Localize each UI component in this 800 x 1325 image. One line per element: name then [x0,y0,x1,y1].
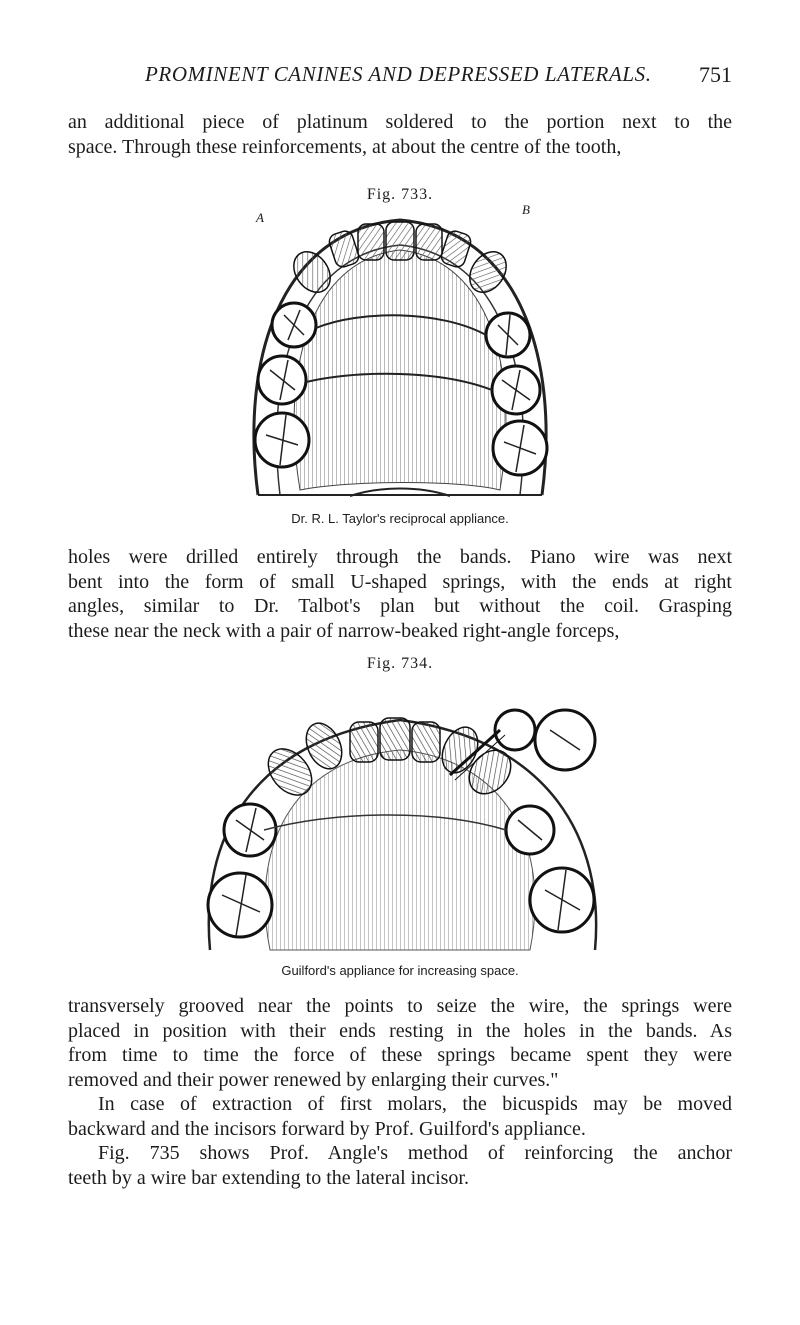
figure-733-caption: Dr. R. L. Taylor's reciprocal appliance. [291,511,509,526]
text-line: these near the neck with a pair of narrow-beaked right-angle forceps, [68,619,620,642]
figure-734-label: Fig. 734. [366,655,434,672]
figure-733-illustration [240,210,560,510]
text-line: holes were drilled entirely through the bands. Piano wire was next [68,546,732,568]
paragraph-3 [68,994,732,1092]
figure-734-illustration [200,680,610,960]
text-line: In case of extraction of first molars, the bicuspids may be moved [98,1093,732,1115]
text-line: from time to time the force of these springs became spent they were [68,1044,732,1066]
figure-733-letter-a: A [256,210,264,225]
text-line: transversely grooved near the points to seize the wire, the springs were [68,995,732,1017]
paragraph-2 [68,545,732,643]
paragraph-4 [68,1092,732,1141]
text-line: removed and their power renewed by enlarging their curves." [68,1068,559,1091]
text-line: placed in position with their ends resting in the holes in the bands. As [68,1019,732,1042]
text-line: an additional piece of platinum soldered to the portion next to the [68,111,732,133]
figure-733-letter-b: B [522,202,530,217]
text-line: backward and the incisors forward by Prof. Guilford's appliance. [68,1117,586,1140]
running-title: PROMINENT CANINES AND DEPRESSED LATERALS. [145,62,652,86]
paragraph-5 [68,1141,732,1190]
dental-arch-appliance-icon [200,680,610,960]
text-line: angles, similar to Dr. Talbot's plan but without the coil. Grasping [68,595,732,617]
text-line: space. Through these reinforcements, at about the centre of the tooth, [68,135,622,158]
figure-733-label: Fig. 733. [366,186,434,203]
text-line: bent into the form of small U-shaped springs, with the ends at right [68,570,732,593]
running-head [0,62,800,92]
text-line: teeth by a wire bar extending to the lateral incisor. [68,1166,469,1189]
page-number: 751 [699,62,732,87]
paragraph-1 [68,110,732,159]
dental-arch-appliance-icon [240,210,560,510]
text-line: Fig. 735 shows Prof. Angle's method of reinforcing the anchor [98,1142,732,1164]
figure-734-caption: Guilford's appliance for increasing space. [281,963,519,978]
